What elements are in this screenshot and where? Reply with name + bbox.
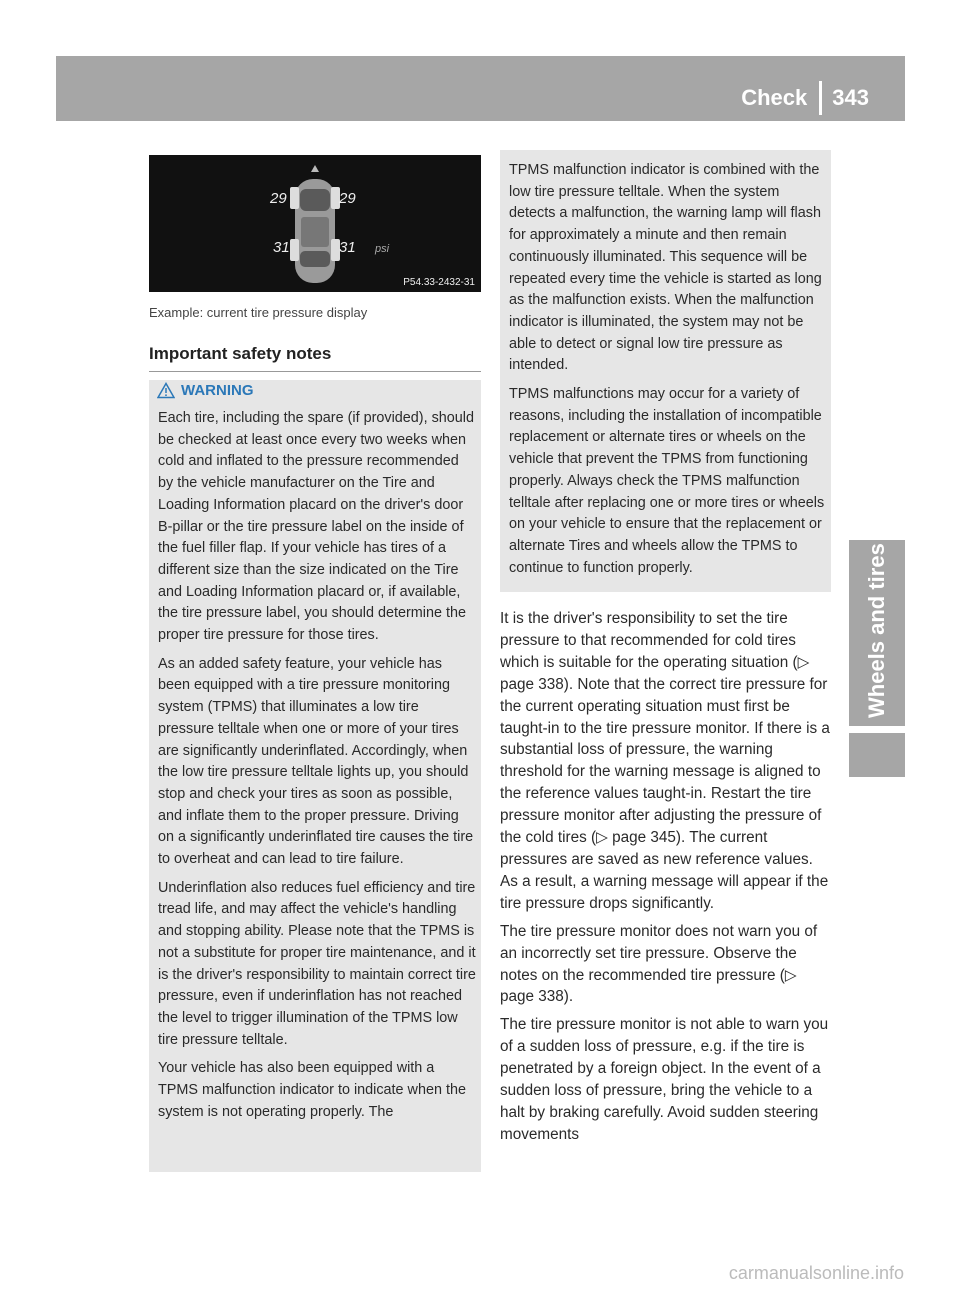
page-number: 343 [832,85,869,110]
header-separator [819,81,822,115]
warning-paragraph: TPMS malfunctions may occur for a variety of reasons, including the installation of incompatible replacement or alternate tires or wheels on the vehicle that prevent the TPMS from functioning properly. Always check the TPMS malfunction telltale after replacing one or more tires or wheels on your vehicle to ensure that the replacement or alternate Tires and wheels allow the TPMS to continue to function properly. [509,386,825,576]
warning-paragraph: TPMS malfunction indicator is combined with the low tire pressure telltale. When the system detects a malfunction, the warning lamp will flash for approximately a minute and then remain continuously illuminated. This sequence will be repeated every time the vehicle is started as long as the malfunction exists. When the malfunction indicator is illuminated, the system may not be able to detect or signal low tire pressure as intended. [509,162,822,374]
body-paragraph: It is the driver's responsibility to set the tire pressure to that recommended for cold tires which is suitable for the operating situation (▷ page 338). Note that the correct tire pressure for the current operating situation must first be taught-in to the tire pressure monitor. If there is a substantial loss of pressure, the warning threshold for the warning message is aligned to the reference values taught-in. Restart the tire pressure monitor after adjusting the pressure of the cold tires (▷ page 345). The current pressures are saved as new reference values. As a result, a warning message will appear if the tire pressure drops significantly. [500,610,830,912]
chapter-label: Wheels and tires [864,543,889,718]
front-right-pressure: 29 [339,190,356,207]
figure-caption: Example: current tire pressure display [149,305,368,320]
warning-title: WARNING [181,382,254,399]
warning-text [158,408,476,1131]
page-header [56,56,905,121]
warning-triangle-icon [157,382,175,399]
warning-box [149,380,481,1172]
header-title [741,81,869,115]
watermark: carmanualsonline.info [728,1263,904,1283]
warning-paragraph: As an added safety feature, your vehicle has been equipped with a tire pressure monitoring system (TPMS) that illuminates a low tire pressure telltale when one or more of your tires are significantly underinflated. Accordingly, when the low tire pressure telltale lights up, you should stop and check your tires as soon as possible, and inflate them to the proper pressure. Driving on a significantly underinflated tire causes the tire to overheat and can lead to tire failure. [158,655,474,868]
section-name: Check [741,85,808,110]
rear-right-pressure: 31 [339,239,356,256]
section-title: Important safety notes [149,344,481,372]
warning-paragraph: Underinflation also reduces fuel efficiency and tire tread life, and may affect the vehicle's handling and stopping ability. Please note that the TPMS is not a substitute for proper tire maintenance, and it is the driver's responsibility to maintain correct tire pressure, even if underinflation has not reached the level to trigger illumination of the TPMS low tire pressure telltale. [158,879,476,1048]
warning-paragraph: Your vehicle has also been equipped with a TPMS malfunction indicator to indicate when the system is not operating properly. The [158,1060,466,1120]
rear-left-pressure: 31 [273,239,290,256]
warning-header [157,382,254,399]
pressure-unit: psi [375,243,390,255]
warning-continued-text [509,160,827,586]
warning-paragraph: Each tire, including the spare (if provided), should be checked at least once every two weeks when cold and inflated to the pressure recommended by the vehicle manufacturer on the Tire and Loading Information placard on the driver's door B-pillar or the tire pressure label on the inside of the fuel filler flap. If your vehicle has tires of a different size than the size indicated on the Tire and Loading Information placard or, if available, the tire pressure label, you should determine the proper tire pressure for those tires. [158,410,474,644]
figure-code: P54.33-2432-31 [403,277,475,288]
car-top-view-icon [149,155,481,292]
body-paragraph: The tire pressure monitor does not warn you of an incorrectly set tire pressure. Observe the notes on the recommended tire pressure (▷ page 338). [500,922,818,1006]
chapter-marker [849,733,905,777]
body-paragraph: The tire pressure monitor is not able to warn you of a sudden loss of pressure, e.g. if the tire is penetrated by a foreign object. In the event of a sudden loss of pressure, bring the vehicle to a halt by braking carefully. Avoid sudden steering movements [500,1016,829,1143]
front-left-pressure: 29 [270,190,287,207]
tire-pressure-display-image [149,155,481,292]
warning-continued-box [500,150,831,592]
body-text [500,608,833,1152]
